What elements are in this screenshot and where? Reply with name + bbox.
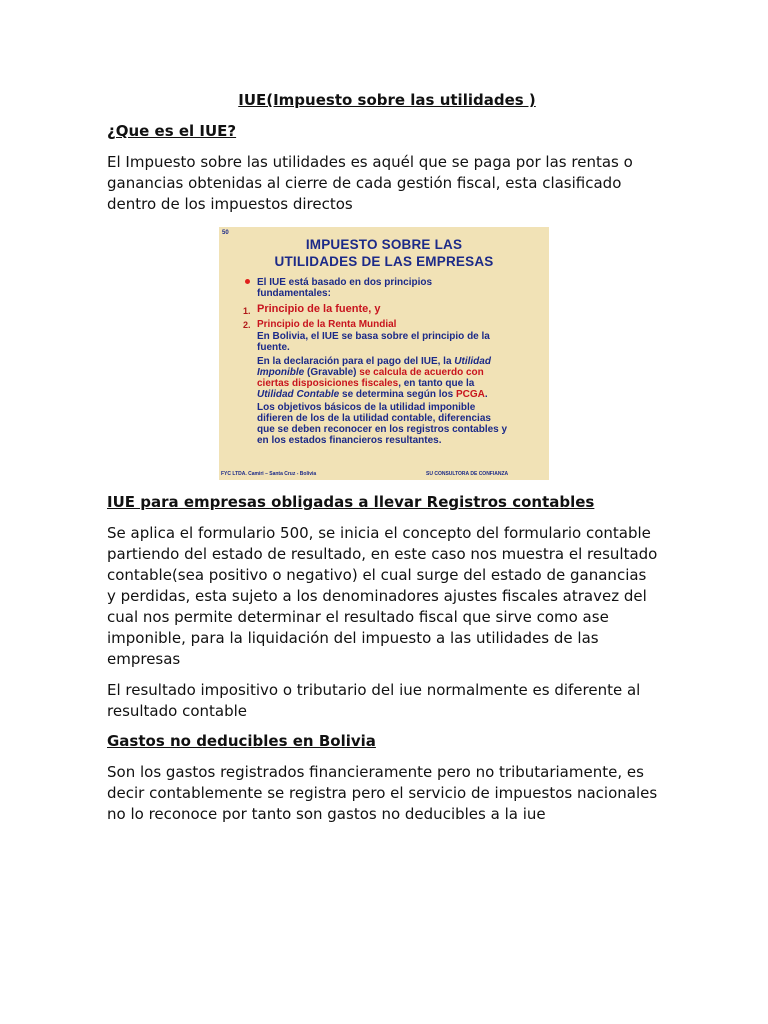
paragraph-line: decir contablemente se registra pero el servicio de impuestos nacionales (107, 784, 658, 802)
paragraph-line: El Impuesto sobre las utilidades es aquél que se paga por las rentas o (107, 153, 633, 171)
paragraph-resultado-impositivo (107, 680, 667, 722)
paragraph-line: resultado contable (107, 702, 248, 720)
paragraph-line: empresas (107, 650, 181, 668)
slide-number: 50 (222, 230, 229, 236)
paragraph-line: contable(sea positivo o negativo) el cual surge del estado de ganancias (107, 566, 647, 584)
slide-text: (Gravable) (304, 367, 360, 378)
slide-line: fuente. (257, 342, 290, 353)
slide-text: ciertas disposiciones fiscales (257, 378, 399, 389)
document-title: IUE(Impuesto sobre las utilidades ) (238, 91, 536, 109)
slide-title-line: UTILIDADES DE LAS EMPRESAS (274, 254, 494, 269)
slide-line: El IUE está basado en dos principios (257, 277, 433, 288)
principle-1: Principio de la fuente, y (257, 303, 381, 315)
paragraph-line: Son los gastos registrados financieramente pero no tributariamente, es (107, 763, 644, 781)
paragraph-line: El resultado impositivo o tributario del iue normalmente es diferente al (107, 681, 641, 699)
paragraph-line: imponible, para la liquidación del impuesto a las utilidades de las (107, 629, 599, 647)
slide-text: , en tanto que la (398, 378, 475, 389)
paragraph-line: partiendo del estado de resultado, en este caso nos muestra el resultado (107, 545, 658, 563)
slide-line: fundamentales: (257, 288, 331, 299)
slide-line (257, 356, 539, 367)
paragraph-line: Se aplica el formulario 500, se inicia el concepto del formulario contable (107, 524, 651, 542)
slide-title-line: IMPUESTO SOBRE LAS (305, 237, 463, 252)
paragraph-line: y perdidas, esta sujeto a los denominadores ajustes fiscales atravez del (107, 587, 647, 605)
heading-que-es-iue: ¿Que es el IUE? (107, 122, 237, 140)
slide-footer-slogan: SU CONSULTORA DE CONFIANZA (426, 471, 509, 477)
slide-title (219, 236, 549, 270)
paragraph-line: dentro de los impuestos directos (107, 195, 353, 213)
slide-text: PCGA (455, 389, 485, 400)
slide-line (257, 378, 539, 389)
paragraph-formulario-500 (107, 523, 667, 670)
slide-line (257, 389, 539, 400)
slide-line: que se deben reconocer en los registros contables y (257, 424, 508, 435)
slide-text: Utilidad Contable (257, 389, 340, 400)
slide-line: Los objetivos básicos de la utilidad imponible (257, 402, 476, 413)
heading-registros-contables: IUE para empresas obligadas a llevar Registros contables (107, 493, 595, 511)
slide-image (219, 227, 549, 480)
principle-1-number: 1. (243, 306, 251, 316)
paragraph-gastos (107, 762, 667, 825)
slide-footer-company: FYC LTDA. Camiri – Santa Cruz - Bolivia (221, 471, 317, 477)
bullet-icon (245, 279, 250, 284)
heading-gastos-no-deducibles: Gastos no deducibles en Bolivia (107, 732, 376, 750)
slide-line (257, 367, 539, 378)
principle-2: Principio de la Renta Mundial (257, 319, 397, 330)
slide-text: Utilidad (454, 356, 491, 367)
slide-text: . (484, 389, 488, 400)
slide-line: En Bolivia, el IUE se basa sobre el principio de la (257, 331, 490, 342)
slide-line: en los estados financieros resultantes. (257, 435, 442, 446)
slide-objetivos (257, 402, 539, 446)
paragraph-line: ganancias obtenidas al cierre de cada gestión fiscal, esta clasificado (107, 174, 622, 192)
paragraph-line: cual nos permite determinar el resultado fiscal que sirve como ase (107, 608, 609, 626)
slide-text: Imponible (257, 367, 305, 378)
slide-declaracion (257, 356, 539, 400)
slide-intro (257, 277, 539, 299)
slide-text: se calcula de acuerdo con (359, 367, 484, 378)
paragraph-definition (107, 152, 667, 215)
slide-line: difieren de los de la utilidad contable, diferencias (257, 413, 491, 424)
paragraph-line: no lo reconoce por tanto son gastos no deducibles a la iue (107, 805, 546, 823)
slide-text: se determina según los (339, 389, 456, 400)
slide-bolivia (257, 331, 539, 353)
slide-text: En la declaración para el pago del IUE, la (257, 356, 455, 367)
principle-2-number: 2. (243, 320, 251, 330)
